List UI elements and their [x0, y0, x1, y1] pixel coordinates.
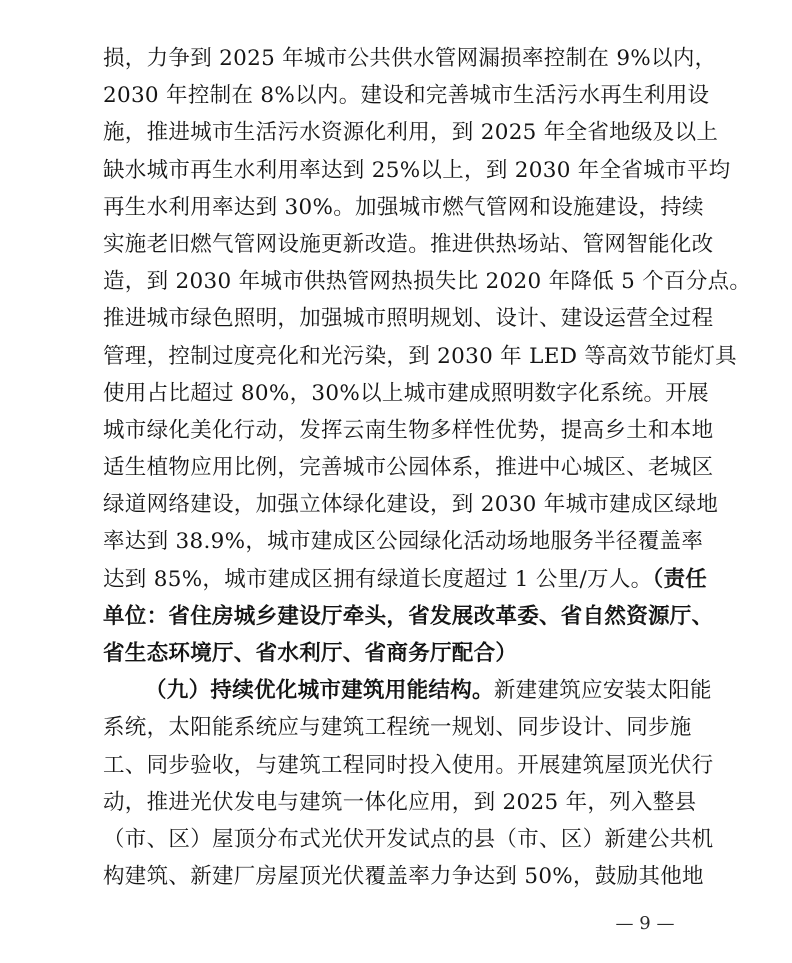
- section-9-first-line-text: 新建建筑应安装太阳能: [493, 678, 712, 704]
- paragraph-line: 使用占比超过 80%，30%以上城市建成照明数字化系统。开展: [103, 380, 709, 406]
- paragraph-line-with-responsibility: [103, 561, 708, 598]
- body-text: [103, 40, 752, 895]
- paragraph-line: 缺水城市再生水利用率达到 25%以上，到 2030 年全省城市平均: [103, 157, 731, 183]
- paragraph-line: 率达到 38.9%，城市建成区公园绿化活动场地服务半径覆盖率: [103, 529, 704, 555]
- paragraph-line: 施，推进城市生活污水资源化利用，到 2025 年全省地级及以上: [103, 120, 719, 146]
- section-9-line: 系统，太阳能系统应与建筑工程统一规划、同步设计、同步施: [103, 715, 692, 741]
- paragraph-line: 实施老旧燃气管网设施更新改造。推进供热场站、管网智能化改: [103, 231, 714, 257]
- paragraph-line: 造，到 2030 年城市供热管网热损失比 2020 年降低 5 个百分点。: [103, 269, 752, 295]
- paragraph-line-text: 达到 85%，城市建成区拥有绿道长度超过 1 公里/万人。: [103, 566, 653, 592]
- section-9-line: 动，推进光伏发电与建筑一体化应用，到 2025 年，列入整县: [103, 789, 697, 815]
- responsibility-label-start: （责任: [652, 566, 708, 592]
- responsibility-line: 单位：省住房城乡建设厅牵头，省发展改革委、省自然资源厅、: [103, 603, 714, 629]
- section-9-line: （市、区）屋顶分布式光伏开发试点的县（市、区）新建公共机: [103, 826, 714, 852]
- page-number: — 9 —: [615, 913, 675, 934]
- section-9-heading: （九）持续优化城市建筑用能结构。: [145, 678, 494, 704]
- paragraph-line: 2030 年控制在 8%以内。建设和完善城市生活污水再生利用设: [103, 83, 710, 109]
- paragraph-line: 推进城市绿色照明，加强城市照明规划、设计、建设运营全过程: [103, 306, 714, 332]
- section-9-first-line: [103, 672, 712, 709]
- section-9-line: 构建筑、新建厂房屋顶光伏覆盖率力争达到 50%，鼓励其他地: [103, 864, 704, 890]
- paragraph-line: 适生植物应用比例，完善城市公园体系，推进中心城区、老城区: [103, 455, 714, 481]
- paragraph-line: 再生水利用率达到 30%。加强城市燃气管网和设施建设，持续: [103, 194, 704, 220]
- paragraph-line: 绿道网络建设，加强立体绿化建设，到 2030 年城市建成区绿地: [103, 492, 719, 518]
- paragraph-line: 城市绿化美化行动，发挥云南生物多样性优势，提高乡土和本地: [103, 417, 714, 443]
- paragraph-line: 损，力争到 2025 年城市公共供水管网漏损率控制在 9%以内，: [103, 46, 717, 71]
- paragraph-line: 管理，控制过度亮化和光污染，到 2030 年 LED 等高效节能灯具: [103, 343, 737, 369]
- section-9-line: 工、同步验收，与建筑工程同时投入使用。开展建筑屋顶光伏行: [103, 752, 714, 778]
- responsibility-line: 省生态环境厅、省水利厅、省商务厅配合）: [103, 641, 518, 666]
